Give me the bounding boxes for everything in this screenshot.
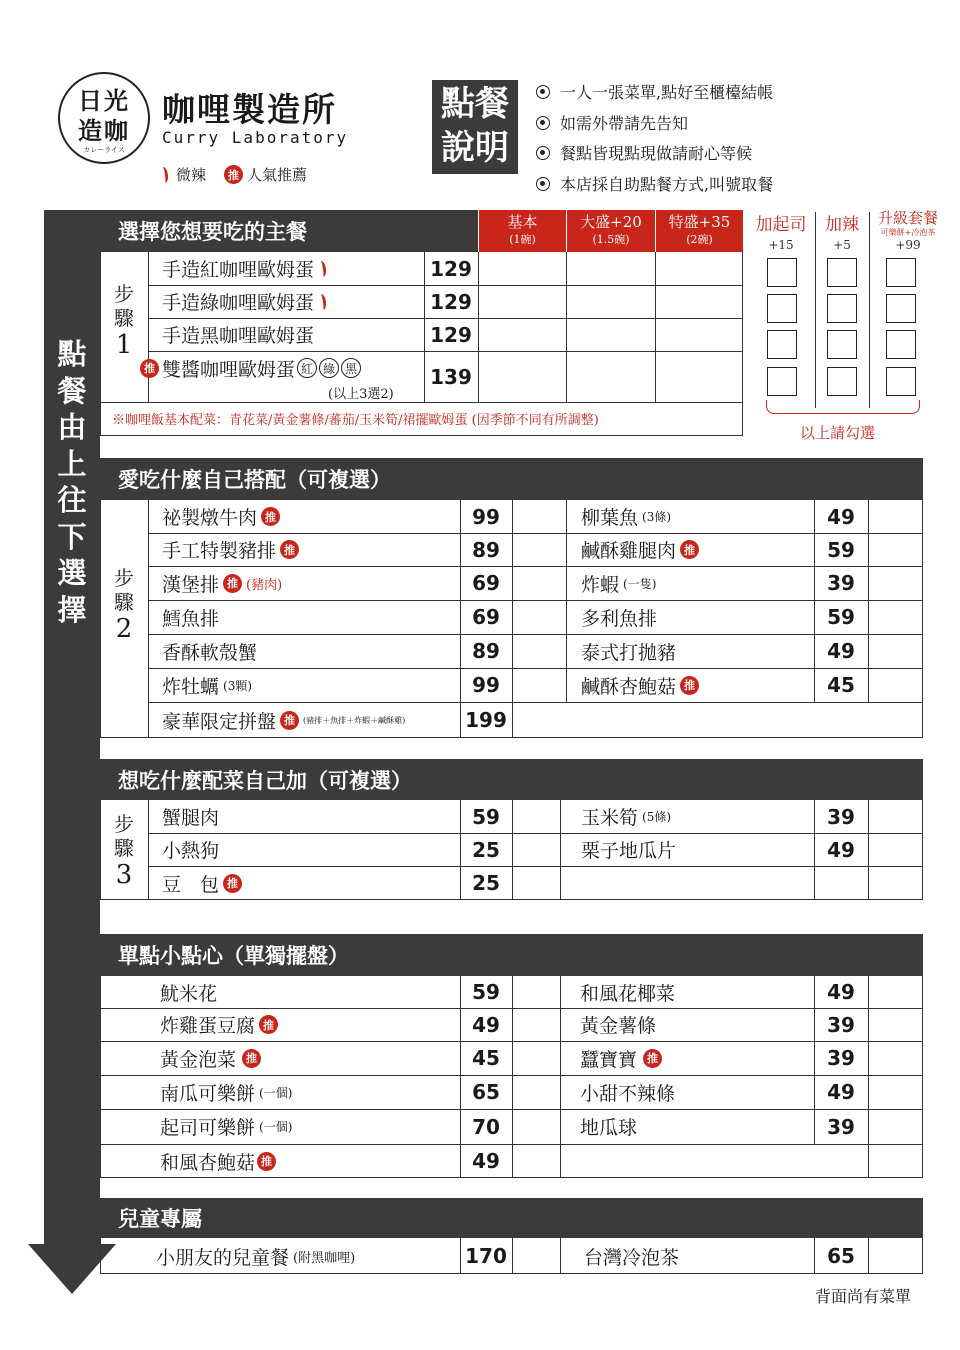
cheese-checkbox[interactable] xyxy=(767,258,797,287)
set-checkbox[interactable] xyxy=(886,367,916,396)
snack-item[interactable]: 黃金泡菜 推 xyxy=(160,1041,261,1075)
kids-item[interactable]: 小朋友的兒童餐 (附黑咖哩) xyxy=(156,1246,356,1269)
recommend-badge-icon: 推 xyxy=(643,1049,662,1068)
side-item-price: 59 xyxy=(472,804,500,829)
main-item[interactable]: 手造綠咖哩歐姆蛋 xyxy=(162,285,330,318)
logo-line2: 造咖 xyxy=(78,116,130,145)
snack-item-price: 65 xyxy=(472,1080,500,1104)
kids-title: 兒童專屬 xyxy=(100,1198,923,1238)
step2-title: 愛吃什麼自己搭配（可複選） xyxy=(100,458,923,500)
option-circle: 綠 xyxy=(319,358,339,378)
combo-item[interactable]: 炸蝦 (一隻) xyxy=(581,573,657,596)
main-item[interactable]: 手造紅咖哩歐姆蛋 xyxy=(162,252,330,285)
chili-icon xyxy=(317,260,327,277)
combo-item-price: 59 xyxy=(827,537,855,562)
combo-item-price: 99 xyxy=(472,504,500,529)
combo-item[interactable]: 炸牡蠣 (3顆) xyxy=(162,675,253,698)
main-item[interactable]: 手造黑咖哩歐姆蛋 xyxy=(162,325,315,347)
snack-item[interactable]: 和風花椰菜 xyxy=(580,982,676,1005)
snack-item-price: 45 xyxy=(472,1046,500,1070)
direction-label: 點餐由上往下選擇 xyxy=(57,337,87,627)
combo-item[interactable]: 手工特製豬排 推 xyxy=(162,533,299,566)
snack-item-price: 49 xyxy=(472,1012,500,1037)
addon-set-price: +99 xyxy=(895,238,921,252)
spicy-checkbox[interactable] xyxy=(827,330,857,359)
combo-item[interactable]: 鱈魚排 xyxy=(162,607,220,630)
combo-item[interactable]: 漢堡排 推 (豬肉) xyxy=(162,573,283,596)
order-notes xyxy=(536,78,773,200)
snacks-title: 單點小點心（單獨擺盤） xyxy=(100,934,923,976)
note-item: 餐點皆現點現做請耐心等候 xyxy=(536,139,773,170)
side-item-price: 25 xyxy=(472,871,500,895)
recommend-badge-icon: 推 xyxy=(261,507,280,526)
kids-item-price: 170 xyxy=(465,1244,507,1268)
spicy-checkbox[interactable] xyxy=(827,367,857,396)
recommend-badge-icon: 推 xyxy=(242,1049,261,1068)
legend-spicy: 微辣 xyxy=(176,166,207,184)
spicy-checkbox[interactable] xyxy=(827,294,857,323)
snack-item-price: 49 xyxy=(827,980,855,1004)
step3-label: 步 驟 3 xyxy=(114,812,134,890)
snack-item[interactable]: 黃金薯條 xyxy=(580,1015,657,1037)
combo-item-price: 49 xyxy=(827,504,855,529)
recommend-badge-icon: 推 xyxy=(224,165,243,184)
recommend-badge-icon: 推 xyxy=(680,676,699,695)
main-item[interactable]: 推 雙醬咖哩歐姆蛋 紅 綠 黑 xyxy=(140,353,361,383)
addon-spicy-price: +5 xyxy=(833,238,851,252)
order-instructions-title xyxy=(432,80,518,174)
side-item[interactable]: 蟹腿肉 xyxy=(162,807,220,829)
note-item: 本店採自助點餐方式,叫號取餐 xyxy=(536,170,773,201)
main-item-price: 139 xyxy=(430,364,472,389)
addon-bracket xyxy=(766,400,920,414)
combo-item-price: 39 xyxy=(827,571,855,595)
bullet-icon xyxy=(536,85,550,99)
recommend-badge-icon: 推 xyxy=(280,711,299,730)
snack-item[interactable]: 小甜不辣條 xyxy=(580,1082,676,1105)
side-item-price: 39 xyxy=(827,804,855,829)
addon-cheese-label: 加起司 xyxy=(755,215,807,235)
main-item-price: 129 xyxy=(430,322,472,347)
spicy-checkbox[interactable] xyxy=(827,258,857,287)
combo-item[interactable]: 香酥軟殼蟹 xyxy=(162,641,258,664)
combo-item[interactable]: 鹹酥雞腿肉 推 xyxy=(581,533,699,566)
kids-item-price: 65 xyxy=(827,1244,855,1268)
step2-label: 步 驟 2 xyxy=(114,566,134,644)
side-item[interactable]: 小熱狗 xyxy=(162,840,220,862)
option-circle: 黑 xyxy=(341,358,361,378)
footer-note: 背面尚有菜單 xyxy=(815,1287,912,1306)
side-item[interactable]: 栗子地瓜片 xyxy=(581,840,677,862)
side-item-price: 49 xyxy=(827,837,855,862)
snack-item[interactable]: 南瓜可樂餅 (一個) xyxy=(160,1082,293,1105)
set-checkbox[interactable] xyxy=(886,258,916,287)
recommend-badge-icon: 推 xyxy=(223,574,242,593)
addon-spicy-label: 加辣 xyxy=(825,215,859,235)
snack-item-price: 39 xyxy=(827,1012,855,1037)
legend xyxy=(160,164,307,185)
recommend-badge-icon: 推 xyxy=(259,1015,278,1034)
combo-item-price: 99 xyxy=(472,673,500,697)
size-large: 大盛+20 (1.5碗) xyxy=(566,210,655,252)
set-checkbox[interactable] xyxy=(886,294,916,323)
side-dish-footnote: ※咖哩飯基本配菜：青花菜/黃金薯條/蕃茄/玉米筍/裙擺歐姆蛋 (因季節不同有所調整) xyxy=(112,413,599,428)
size-basic: 基本 (1碗) xyxy=(478,210,566,252)
combo-item[interactable]: 豪華限定拼盤 推 (豬排＋魚排＋炸蝦＋鹹酥雞) xyxy=(162,710,406,733)
addon-set-note: 可樂餅+冷泡茶 xyxy=(880,228,936,237)
combo-item-price: 69 xyxy=(472,605,500,629)
set-checkbox[interactable] xyxy=(886,330,916,359)
brand-name-en: Curry Laboratory xyxy=(162,128,349,147)
size-extra-large: 特盛+35 (2碗) xyxy=(655,210,743,252)
combo-item[interactable]: 多利魚排 xyxy=(581,607,658,630)
order-title-line1: 點餐 xyxy=(441,84,509,124)
snack-item-price: 39 xyxy=(827,1046,855,1070)
combo-item-price: 89 xyxy=(472,639,500,663)
snack-item-price: 59 xyxy=(472,980,500,1004)
main-item-price: 129 xyxy=(430,289,472,314)
combo-item-price: 49 xyxy=(827,639,855,663)
step1-title: 選擇您想要吃的主餐 xyxy=(100,210,478,252)
addon-set-label: 升級套餐 xyxy=(877,209,938,227)
recommend-badge-icon: 推 xyxy=(140,359,159,378)
snack-item[interactable]: 和風杏鮑菇 推 xyxy=(160,1144,276,1178)
step1-label: 步 驟 1 xyxy=(114,282,134,360)
logo-line1: 日光 xyxy=(78,86,130,115)
snack-item-price: 49 xyxy=(472,1149,500,1173)
snack-item[interactable]: 蠶寶寶 推 xyxy=(580,1041,662,1075)
combo-item-price: 69 xyxy=(472,571,500,595)
combo-item-price: 45 xyxy=(827,673,855,697)
note-item: 如需外帶請先告知 xyxy=(536,109,773,140)
addon-hint: 以上請勾選 xyxy=(800,424,876,442)
recommend-badge-icon: 推 xyxy=(680,540,699,559)
logo xyxy=(58,72,150,164)
side-item[interactable]: 玉米筍 (5條) xyxy=(581,807,672,829)
side-item[interactable]: 豆 包 推 xyxy=(162,866,242,900)
main-item-note: (以上3選2) xyxy=(328,387,394,402)
order-title-line2: 說明 xyxy=(441,128,509,168)
combo-item[interactable]: 柳葉魚 (3條) xyxy=(581,507,672,529)
step3-title: 想吃什麼配菜自己加（可複選） xyxy=(100,759,923,800)
side-item-price: 25 xyxy=(472,837,500,862)
logo-line3: カレーライス xyxy=(83,146,125,154)
snack-item[interactable]: 魷米花 xyxy=(160,982,218,1005)
combo-item-price: 89 xyxy=(472,537,500,562)
brand-name-zh: 咖哩製造所 xyxy=(162,90,337,129)
snack-item[interactable]: 地瓜球 xyxy=(580,1117,638,1139)
addon-cheese-price: +15 xyxy=(768,238,794,252)
cheese-checkbox[interactable] xyxy=(767,330,797,359)
snack-item-price: 70 xyxy=(472,1114,500,1139)
option-circle: 紅 xyxy=(297,358,317,378)
cheese-checkbox[interactable] xyxy=(767,367,797,396)
chili-icon xyxy=(317,293,327,310)
cheese-checkbox[interactable] xyxy=(767,294,797,323)
kids-item[interactable]: 台灣冷泡茶 xyxy=(584,1246,680,1269)
recommend-badge-icon: 推 xyxy=(223,874,242,893)
snack-item-price: 39 xyxy=(827,1114,855,1139)
combo-item[interactable]: 祕製燉牛肉 推 xyxy=(162,500,280,533)
recommend-badge-icon: 推 xyxy=(257,1152,276,1171)
legend-recommend: 人氣推薦 xyxy=(247,166,308,184)
combo-item[interactable]: 鹹酥杏鮑菇 推 xyxy=(581,668,699,702)
chili-icon xyxy=(159,166,169,183)
note-item: 一人一張菜單,點好至櫃檯結帳 xyxy=(536,78,773,109)
recommend-badge-icon: 推 xyxy=(280,540,299,559)
bullet-icon xyxy=(536,146,550,160)
combo-item[interactable]: 泰式打拋豬 xyxy=(581,641,677,664)
snack-item[interactable]: 起司可樂餅 (一個) xyxy=(160,1117,293,1139)
bullet-icon xyxy=(536,116,550,130)
main-item-price: 129 xyxy=(430,256,472,281)
combo-item-price: 59 xyxy=(827,605,855,629)
bullet-icon xyxy=(536,177,550,191)
snack-item[interactable]: 炸雞蛋豆腐 推 xyxy=(160,1008,278,1041)
combo-item-price: 199 xyxy=(465,708,507,732)
snack-item-price: 49 xyxy=(827,1080,855,1104)
